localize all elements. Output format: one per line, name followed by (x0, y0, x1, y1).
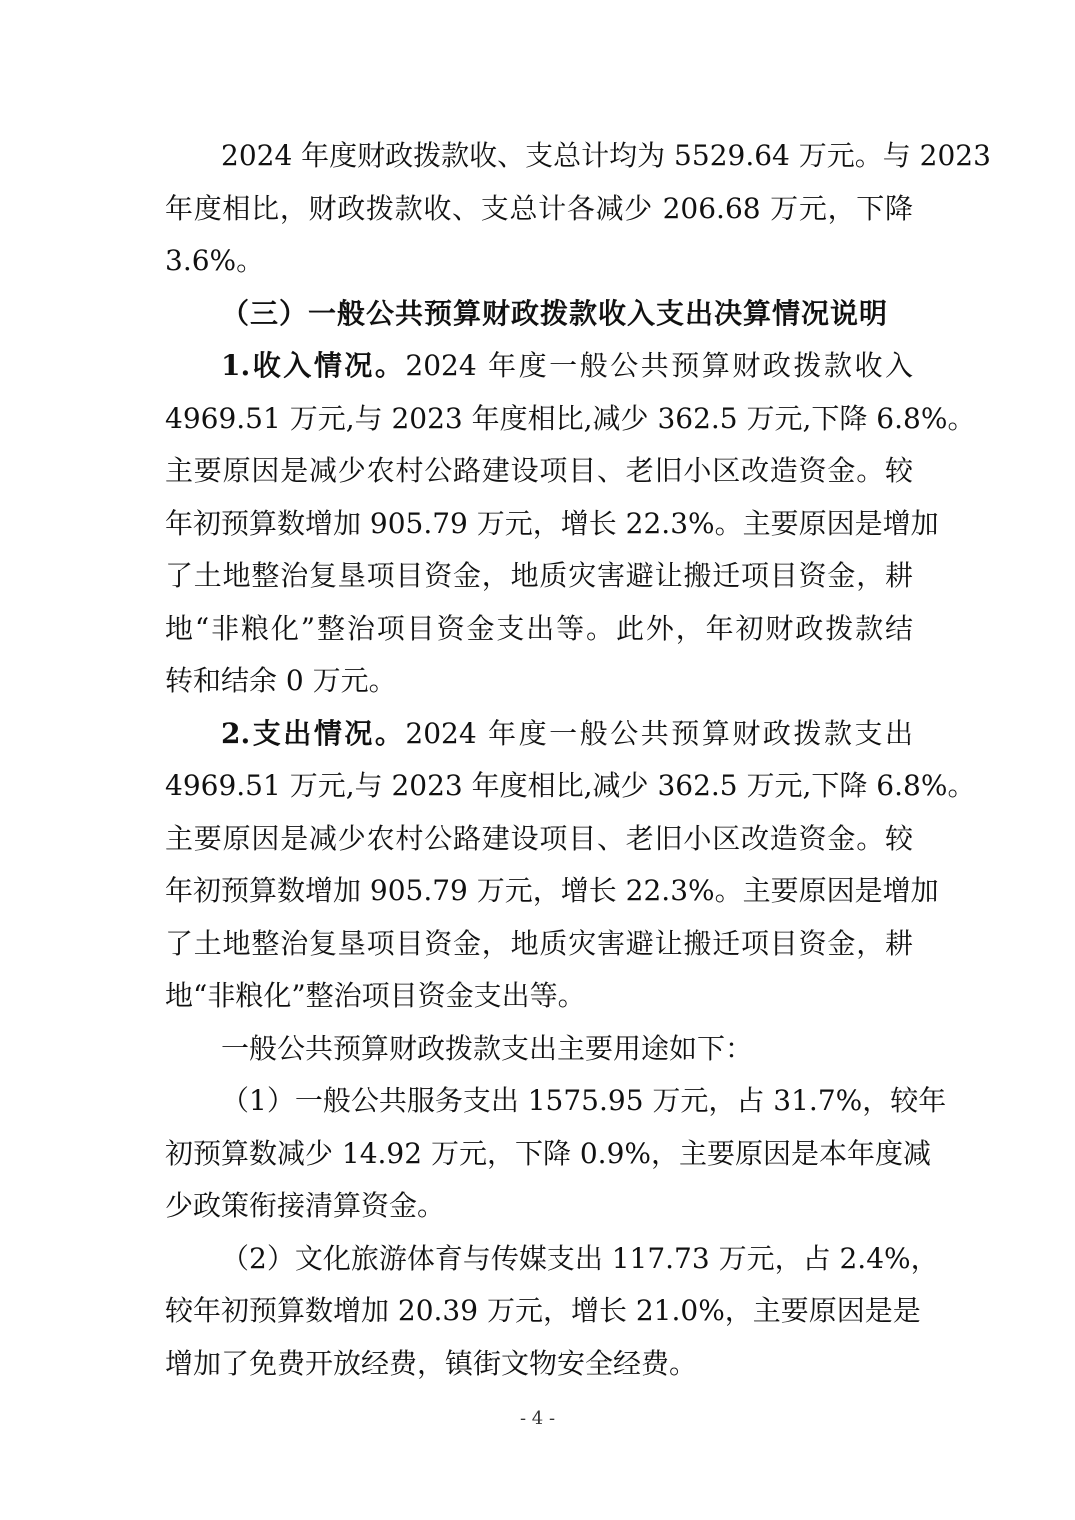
paragraph-line: 4969.51 万元,与 2023 年度相比,减少 362.5 万元,下降 6.8%。 (165, 769, 976, 802)
paragraph-item-2 (165, 1233, 939, 1391)
paragraph-line (165, 340, 913, 393)
paragraph-line: 转和结余 0 万元。 (165, 664, 397, 697)
expense-first-line: 2024 年度一般公共预算财政拨款支出 (405, 716, 913, 750)
paragraph-line: 主要原因是减少农村公路建设项目、老旧小区改造资金。较 (165, 454, 913, 487)
paragraph-line: 地“非粮化”整治项目资金支出等。此外，年初财政拨款结 (165, 611, 913, 645)
paragraph-line: 年度相比，财政拨款收、支总计各减少 206.68 万元，下降 (165, 191, 913, 225)
paragraph-line: 3.6%。 (165, 244, 265, 277)
paragraph-line: （2）文化旅游体育与传媒支出 117.73 万元，占 2.4%， (221, 1241, 939, 1275)
paragraph-line: 年初预算数增加 905.79 万元，增长 22.3%。主要原因是增加 (165, 506, 939, 540)
paragraph-line: 了土地整治复垦项目资金，地质灾害避让搬迁项目资金，耕 (165, 926, 913, 960)
paragraph-line: 少政策衔接清算资金。 (165, 1189, 446, 1222)
page-number: - 4 - (519, 1408, 556, 1429)
document-body (165, 130, 991, 1390)
paragraph-line: 主要原因是减少农村公路建设项目、老旧小区改造资金。较 (165, 821, 913, 855)
paragraph-line: 增加了免费开放经费，镇街文物安全经费。 (165, 1346, 698, 1380)
paragraph-line: 初预算数减少 14.92 万元，下降 0.9%，主要原因是本年度减 (165, 1136, 931, 1170)
income-first-line: 2024 年度一般公共预算财政拨款收入 (405, 349, 913, 382)
paragraph-line: （1）一般公共服务支出 1575.95 万元，占 31.7%，较年 (221, 1084, 947, 1117)
paragraph-line: 了土地整治复垦项目资金，地质灾害避让搬迁项目资金，耕 (165, 559, 913, 592)
paragraph-line: 2024 年度财政拨款收、支总计均为 5529.64 万元。与 2023 (221, 139, 991, 172)
expense-lead: 2.支出情况。 (221, 716, 406, 750)
paragraph-line: 较年初预算数增加 20.39 万元，增长 21.0%，主要原因是是 (165, 1294, 921, 1327)
paragraph-line: 地“非粮化”整治项目资金支出等。 (165, 979, 586, 1012)
paragraph-summary (165, 130, 991, 288)
paragraph-line (165, 708, 913, 761)
section-heading: （三）一般公共预算财政拨款收入支出决算情况说明 (221, 296, 889, 330)
paragraph-expense (165, 708, 976, 1023)
paragraph-income (165, 340, 976, 708)
paragraph-line: 年初预算数增加 905.79 万元，增长 22.3%。主要原因是增加 (165, 874, 939, 907)
paragraph-item-1 (165, 1075, 947, 1233)
uses-intro: 一般公共预算财政拨款支出主要用途如下： (221, 1031, 754, 1065)
income-lead: 1.收入情况。 (221, 349, 406, 382)
paragraph-line: 4969.51 万元,与 2023 年度相比,减少 362.5 万元,下降 6.8%。 (165, 401, 976, 435)
